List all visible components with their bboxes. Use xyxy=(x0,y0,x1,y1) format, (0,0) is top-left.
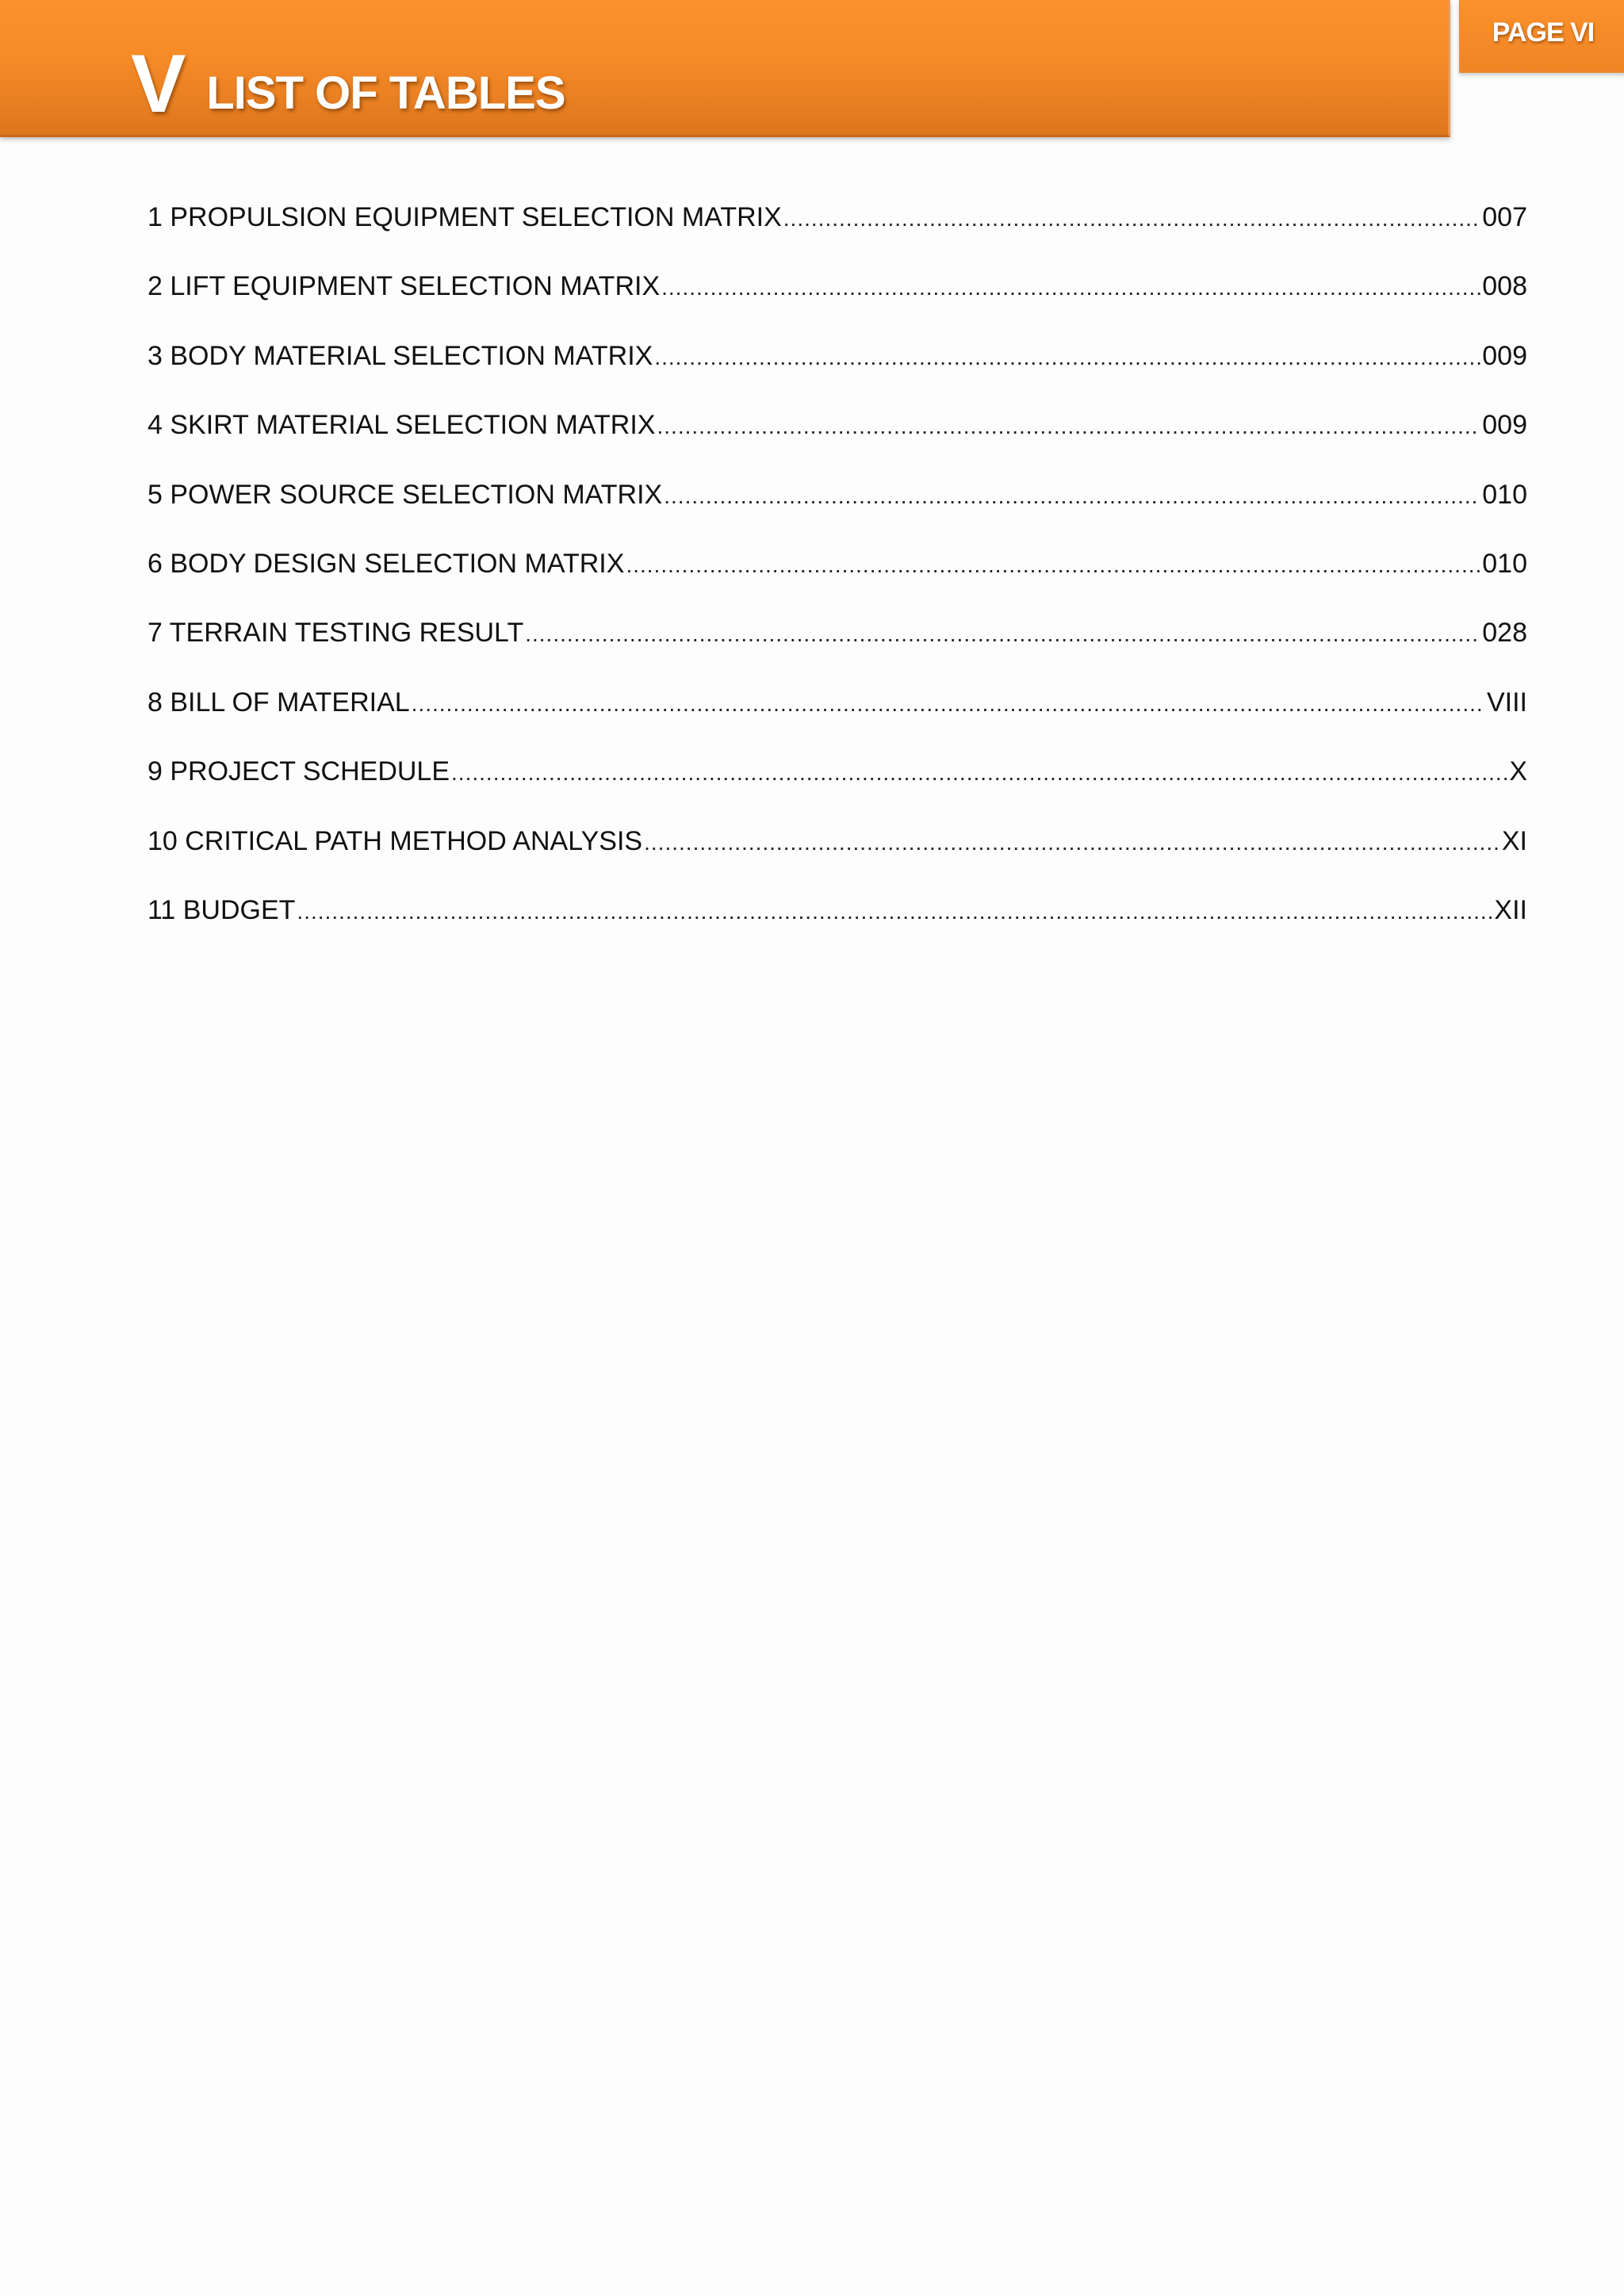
dot-leader xyxy=(664,484,1480,509)
toc-entry-title: 6 BODY DESIGN SELECTION MATRIX xyxy=(147,548,625,579)
toc-entry[interactable] xyxy=(147,687,1527,756)
dot-leader xyxy=(644,830,1500,855)
dot-leader xyxy=(783,206,1480,232)
toc-entry-page: VIII xyxy=(1486,687,1527,718)
dot-leader xyxy=(654,345,1480,370)
toc-entry-title: 4 SKIRT MATERIAL SELECTION MATRIX xyxy=(147,410,656,441)
toc-entry-page: 009 xyxy=(1482,410,1527,441)
toc-entry-title: 1 PROPULSION EQUIPMENT SELECTION MATRIX xyxy=(147,202,782,232)
page-title xyxy=(131,30,565,130)
toc-entry-page: 009 xyxy=(1482,340,1527,371)
toc-entry[interactable] xyxy=(147,549,1527,618)
toc-entry-title: 2 LIFT EQUIPMENT SELECTION MATRIX xyxy=(147,271,661,302)
toc-entry[interactable] xyxy=(147,895,1527,964)
section-title: LIST OF TABLES xyxy=(206,67,565,119)
toc-entry[interactable] xyxy=(147,826,1527,895)
page-number-tab xyxy=(1459,0,1624,73)
toc-entry-page: 028 xyxy=(1482,618,1527,649)
toc-entry-title: 8 BILL OF MATERIAL xyxy=(147,687,410,718)
toc-entry-page: 010 xyxy=(1482,479,1527,510)
dot-leader xyxy=(657,414,1480,439)
dot-leader xyxy=(661,275,1480,300)
toc-entry-page: 010 xyxy=(1482,548,1527,579)
dot-leader xyxy=(626,553,1480,578)
section-numeral: V xyxy=(131,38,186,130)
toc-entry-title: 9 PROJECT SCHEDULE xyxy=(147,756,450,787)
dot-leader xyxy=(451,760,1507,786)
toc-entry-page: XII xyxy=(1494,894,1527,925)
toc-entry[interactable] xyxy=(147,202,1527,271)
dot-leader xyxy=(297,899,1492,924)
toc-entry[interactable] xyxy=(147,341,1527,410)
dot-leader xyxy=(525,622,1480,647)
toc-entry-title: 7 TERRAIN TESTING RESULT xyxy=(147,618,524,649)
list-of-tables xyxy=(147,202,1527,964)
toc-entry[interactable] xyxy=(147,271,1527,340)
toc-entry[interactable] xyxy=(147,480,1527,549)
toc-entry-title: 11 BUDGET xyxy=(147,894,296,925)
toc-entry[interactable] xyxy=(147,618,1527,687)
toc-entry-page: 007 xyxy=(1482,202,1527,232)
toc-entry-title: 3 BODY MATERIAL SELECTION MATRIX xyxy=(147,340,653,371)
toc-entry-title: 10 CRITICAL PATH METHOD ANALYSIS xyxy=(147,825,643,856)
toc-entry-title: 5 POWER SOURCE SELECTION MATRIX xyxy=(147,479,663,510)
page-number-label: PAGE VI xyxy=(1492,17,1595,48)
toc-entry-page: XI xyxy=(1501,825,1527,856)
dot-leader xyxy=(412,691,1485,717)
toc-entry[interactable] xyxy=(147,756,1527,825)
toc-entry-page: X xyxy=(1509,756,1527,787)
toc-entry-page: 008 xyxy=(1482,271,1527,302)
toc-entry[interactable] xyxy=(147,410,1527,479)
